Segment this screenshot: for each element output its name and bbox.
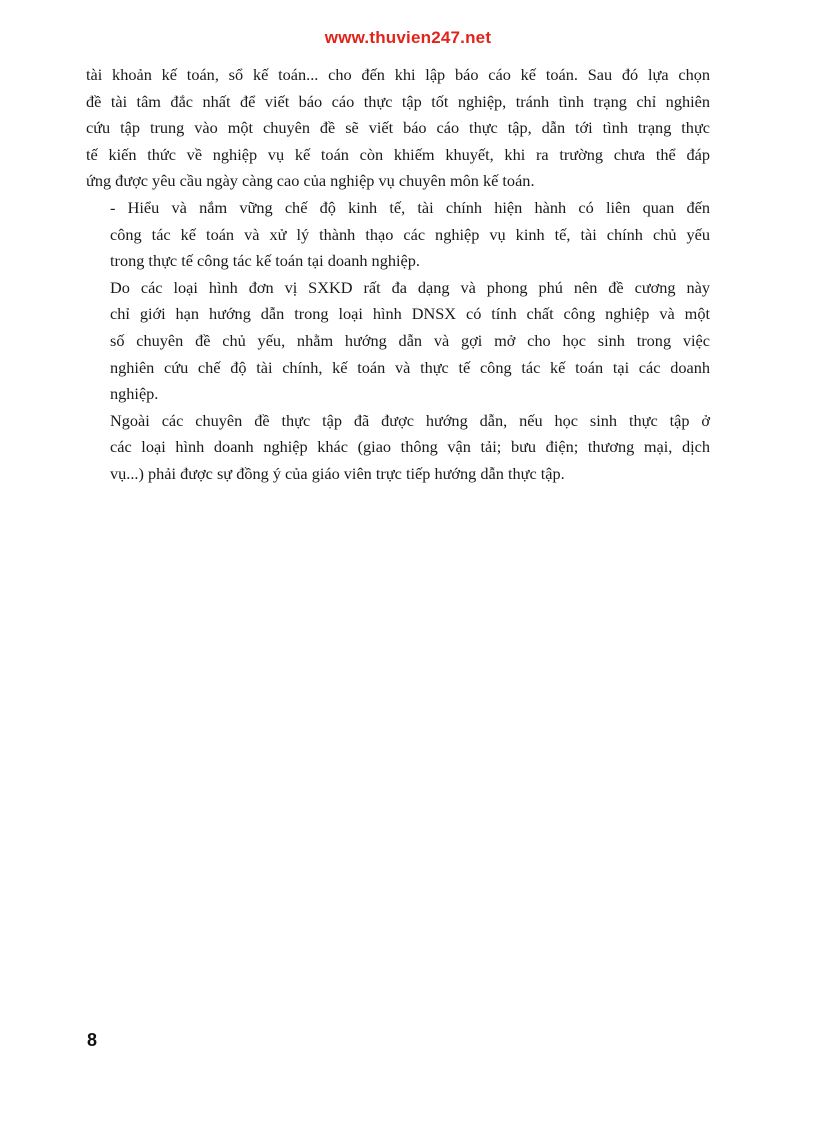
text-line: số chuyên đề chủ yếu, nhằm hướng dẫn và gợi mở cho học sinh trong việc <box>110 330 710 350</box>
text-line: đề tài tâm đắc nhất để viết báo cáo thực tập tốt nghiệp, tránh tình trạng chỉ nghiên <box>86 91 710 111</box>
text-line: nghiệp. <box>110 384 159 404</box>
document-body <box>86 62 710 488</box>
paragraph-scope <box>86 275 710 408</box>
page-number: 8 <box>87 1030 98 1050</box>
text-line: các loại hình doanh nghiệp khác (giao thông vận tải; bưu điện; thương mại, dịch <box>110 437 710 457</box>
text-line: - Hiểu và nắm vững chế độ kinh tế, tài chính hiện hành có liên quan đến <box>110 197 710 217</box>
text-line: nghiên cứu chế độ tài chính, kế toán và thực tế công tác kế toán tại các doanh <box>110 357 710 377</box>
paragraph-requirement <box>86 195 710 275</box>
text-line: Ngoài các chuyên đề thực tập đã được hướng dẫn, nếu học sinh thực tập ở <box>110 410 710 430</box>
paragraph-intro-continuation <box>86 62 710 195</box>
text-line: tài khoản kế toán, sổ kế toán... cho đến khi lập báo cáo kế toán. Sau đó lựa chọn <box>86 65 710 84</box>
text-line: trong thực tế công tác kế toán tại doanh nghiệp. <box>110 251 420 271</box>
text-line: chỉ giới hạn hướng dẫn trong loại hình DNSX có tính chất công nghiệp và một <box>110 304 710 324</box>
text-line: công tác kế toán và xử lý thành thạo các nghiệp vụ kinh tế, tài chính chủ yếu <box>110 224 710 244</box>
text-line: vụ...) phải được sự đồng ý của giáo viên trực tiếp hướng dẫn thực tập. <box>110 463 565 483</box>
watermark-url[interactable]: www.thuvien247.net <box>324 28 492 47</box>
paragraph-other-enterprises <box>86 408 710 488</box>
text-line: cứu tập trung vào một chuyên đề sẽ viết báo cáo thực tập, dẫn tới tình trạng thực <box>86 118 710 138</box>
text-line: tế kiến thức về nghiệp vụ kế toán còn khiếm khuyết, khi ra trường chưa thể đáp <box>86 144 710 164</box>
text-line: Do các loại hình đơn vị SXKD rất đa dạng và phong phú nên đề cương này <box>110 277 710 297</box>
text-line: ứng được yêu cầu ngày càng cao của nghiệp vụ chuyên môn kế toán. <box>86 171 535 191</box>
